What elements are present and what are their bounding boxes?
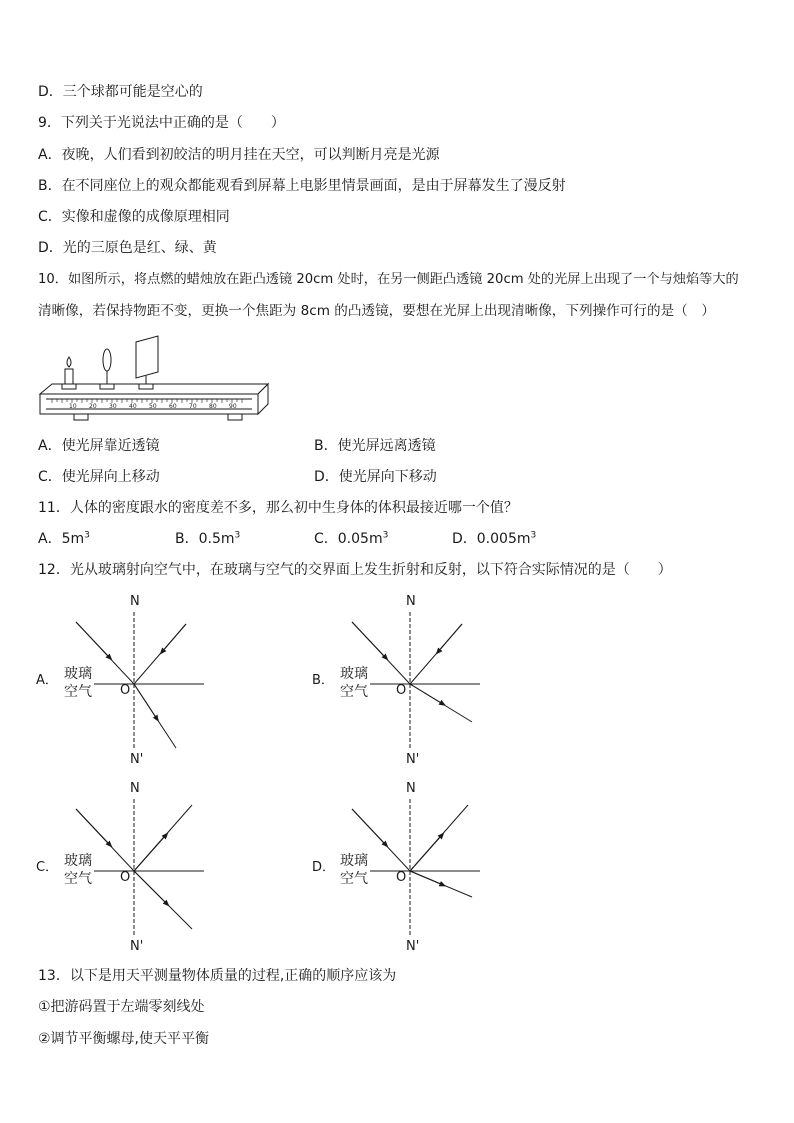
normal-n-label: N: [130, 594, 140, 609]
normal-n-prime-label: N': [130, 752, 144, 767]
air-label: 空气: [340, 684, 368, 700]
svg-text:20: 20: [89, 403, 97, 410]
q11-option-b: B．$0.5m^3$: [175, 530, 241, 547]
light-screen: [136, 336, 158, 389]
q11-option-a: A．$5m^3$: [38, 530, 90, 547]
q12-diagram-c: [36, 777, 216, 957]
origin-o-label: O: [120, 870, 131, 885]
glass-label: 玻璃: [64, 853, 92, 869]
q10-option-c: C．使光屏向上移动: [38, 469, 160, 485]
q13-step-2: ②调节平衡螺母,使天平平衡: [38, 1031, 210, 1047]
svg-text:50: 50: [149, 403, 157, 410]
glass-label: 玻璃: [64, 666, 92, 682]
normal-n-prime-label: N': [130, 939, 144, 954]
q11-stem: 11．人体的密度跟水的密度差不多，那么初中生身体的体积最接近哪一个值？: [38, 500, 518, 516]
glass-label: 玻璃: [340, 853, 368, 869]
origin-o-label: O: [396, 870, 407, 885]
q9-option-b: B．在不同座位上的观众都能观看到屏幕上电影里情景画面，是由于屏幕发生了漫反射: [38, 178, 566, 194]
q8-option-d: D．三个球都可能是空心的: [38, 84, 203, 100]
normal-n-prime-label: N': [406, 752, 420, 767]
svg-text:30: 30: [109, 403, 117, 410]
origin-o-label: O: [120, 683, 131, 698]
normal-n-label: N: [130, 781, 140, 796]
option-c-label: C．: [36, 860, 59, 875]
svg-text:70: 70: [189, 403, 197, 410]
air-label: 空气: [64, 684, 92, 700]
q11-option-c: C．$0.05m^3$: [314, 530, 389, 547]
q9-option-c: C．实像和虚像的成像原理相同: [38, 209, 230, 225]
q12-diagram-b: [312, 590, 492, 770]
q10-option-d: D．使光屏向下移动: [314, 469, 437, 485]
svg-text:90: 90: [229, 403, 237, 410]
svg-text:10: 10: [69, 403, 77, 410]
svg-text:80: 80: [209, 403, 217, 410]
option-b-label: B．: [312, 673, 334, 688]
optical-bench-figure: [36, 332, 276, 424]
q9-option-d: D．光的三原色是红、绿、黄: [38, 240, 217, 256]
candle: [62, 357, 76, 389]
q12-diagram-a: [36, 590, 216, 770]
q10-stem-line2: 清晰像，若保持物距不变，更换一个焦距为 8cm 的凸透镜，要想在光屏上出现清晰像，下列操作可行的是（ ）: [38, 303, 715, 319]
option-d-label: D．: [312, 860, 336, 875]
air-label: 空气: [340, 871, 368, 887]
q12-diagram-d: [312, 777, 492, 957]
normal-n-label: N: [406, 781, 416, 796]
origin-o-label: O: [396, 683, 407, 698]
q13-step-1: ①把游码置于左端零刻线处: [38, 999, 205, 1015]
q9-option-a: A．夜晚，人们看到初皎洁的明月挂在天空，可以判断月亮是光源: [38, 147, 440, 163]
q10-option-a: A．使光屏靠近透镜: [38, 438, 160, 454]
q11-option-d: D．$0.005m^3$: [452, 530, 537, 547]
normal-n-prime-label: N': [406, 939, 420, 954]
q9-stem: 9．下列关于光说法中正确的是（ ）: [38, 115, 285, 131]
q13-stem: 13．以下是用天平测量物体质量的过程,正确的顺序应该为: [38, 968, 397, 984]
option-a-label: A．: [36, 673, 58, 688]
q12-stem: 12．光从玻璃射向空气中，在玻璃与空气的交界面上发生折射和反射，以下符合实际情况的是（ ）: [38, 562, 672, 578]
q10-stem-line1: 10．如图所示，将点燃的蜡烛放在距凸透镜 20cm 处时，在另一侧距凸透镜 20cm 处的光屏上出现了一个与烛焰等大的: [38, 272, 739, 287]
convex-lens: [100, 349, 114, 389]
air-label: 空气: [64, 871, 92, 887]
normal-n-label: N: [406, 594, 416, 609]
q10-option-b: B．使光屏远离透镜: [314, 438, 436, 454]
svg-text:40: 40: [129, 403, 137, 410]
ruler-tick-labels: [69, 403, 237, 410]
glass-label: 玻璃: [340, 666, 368, 682]
svg-text:60: 60: [169, 403, 177, 410]
